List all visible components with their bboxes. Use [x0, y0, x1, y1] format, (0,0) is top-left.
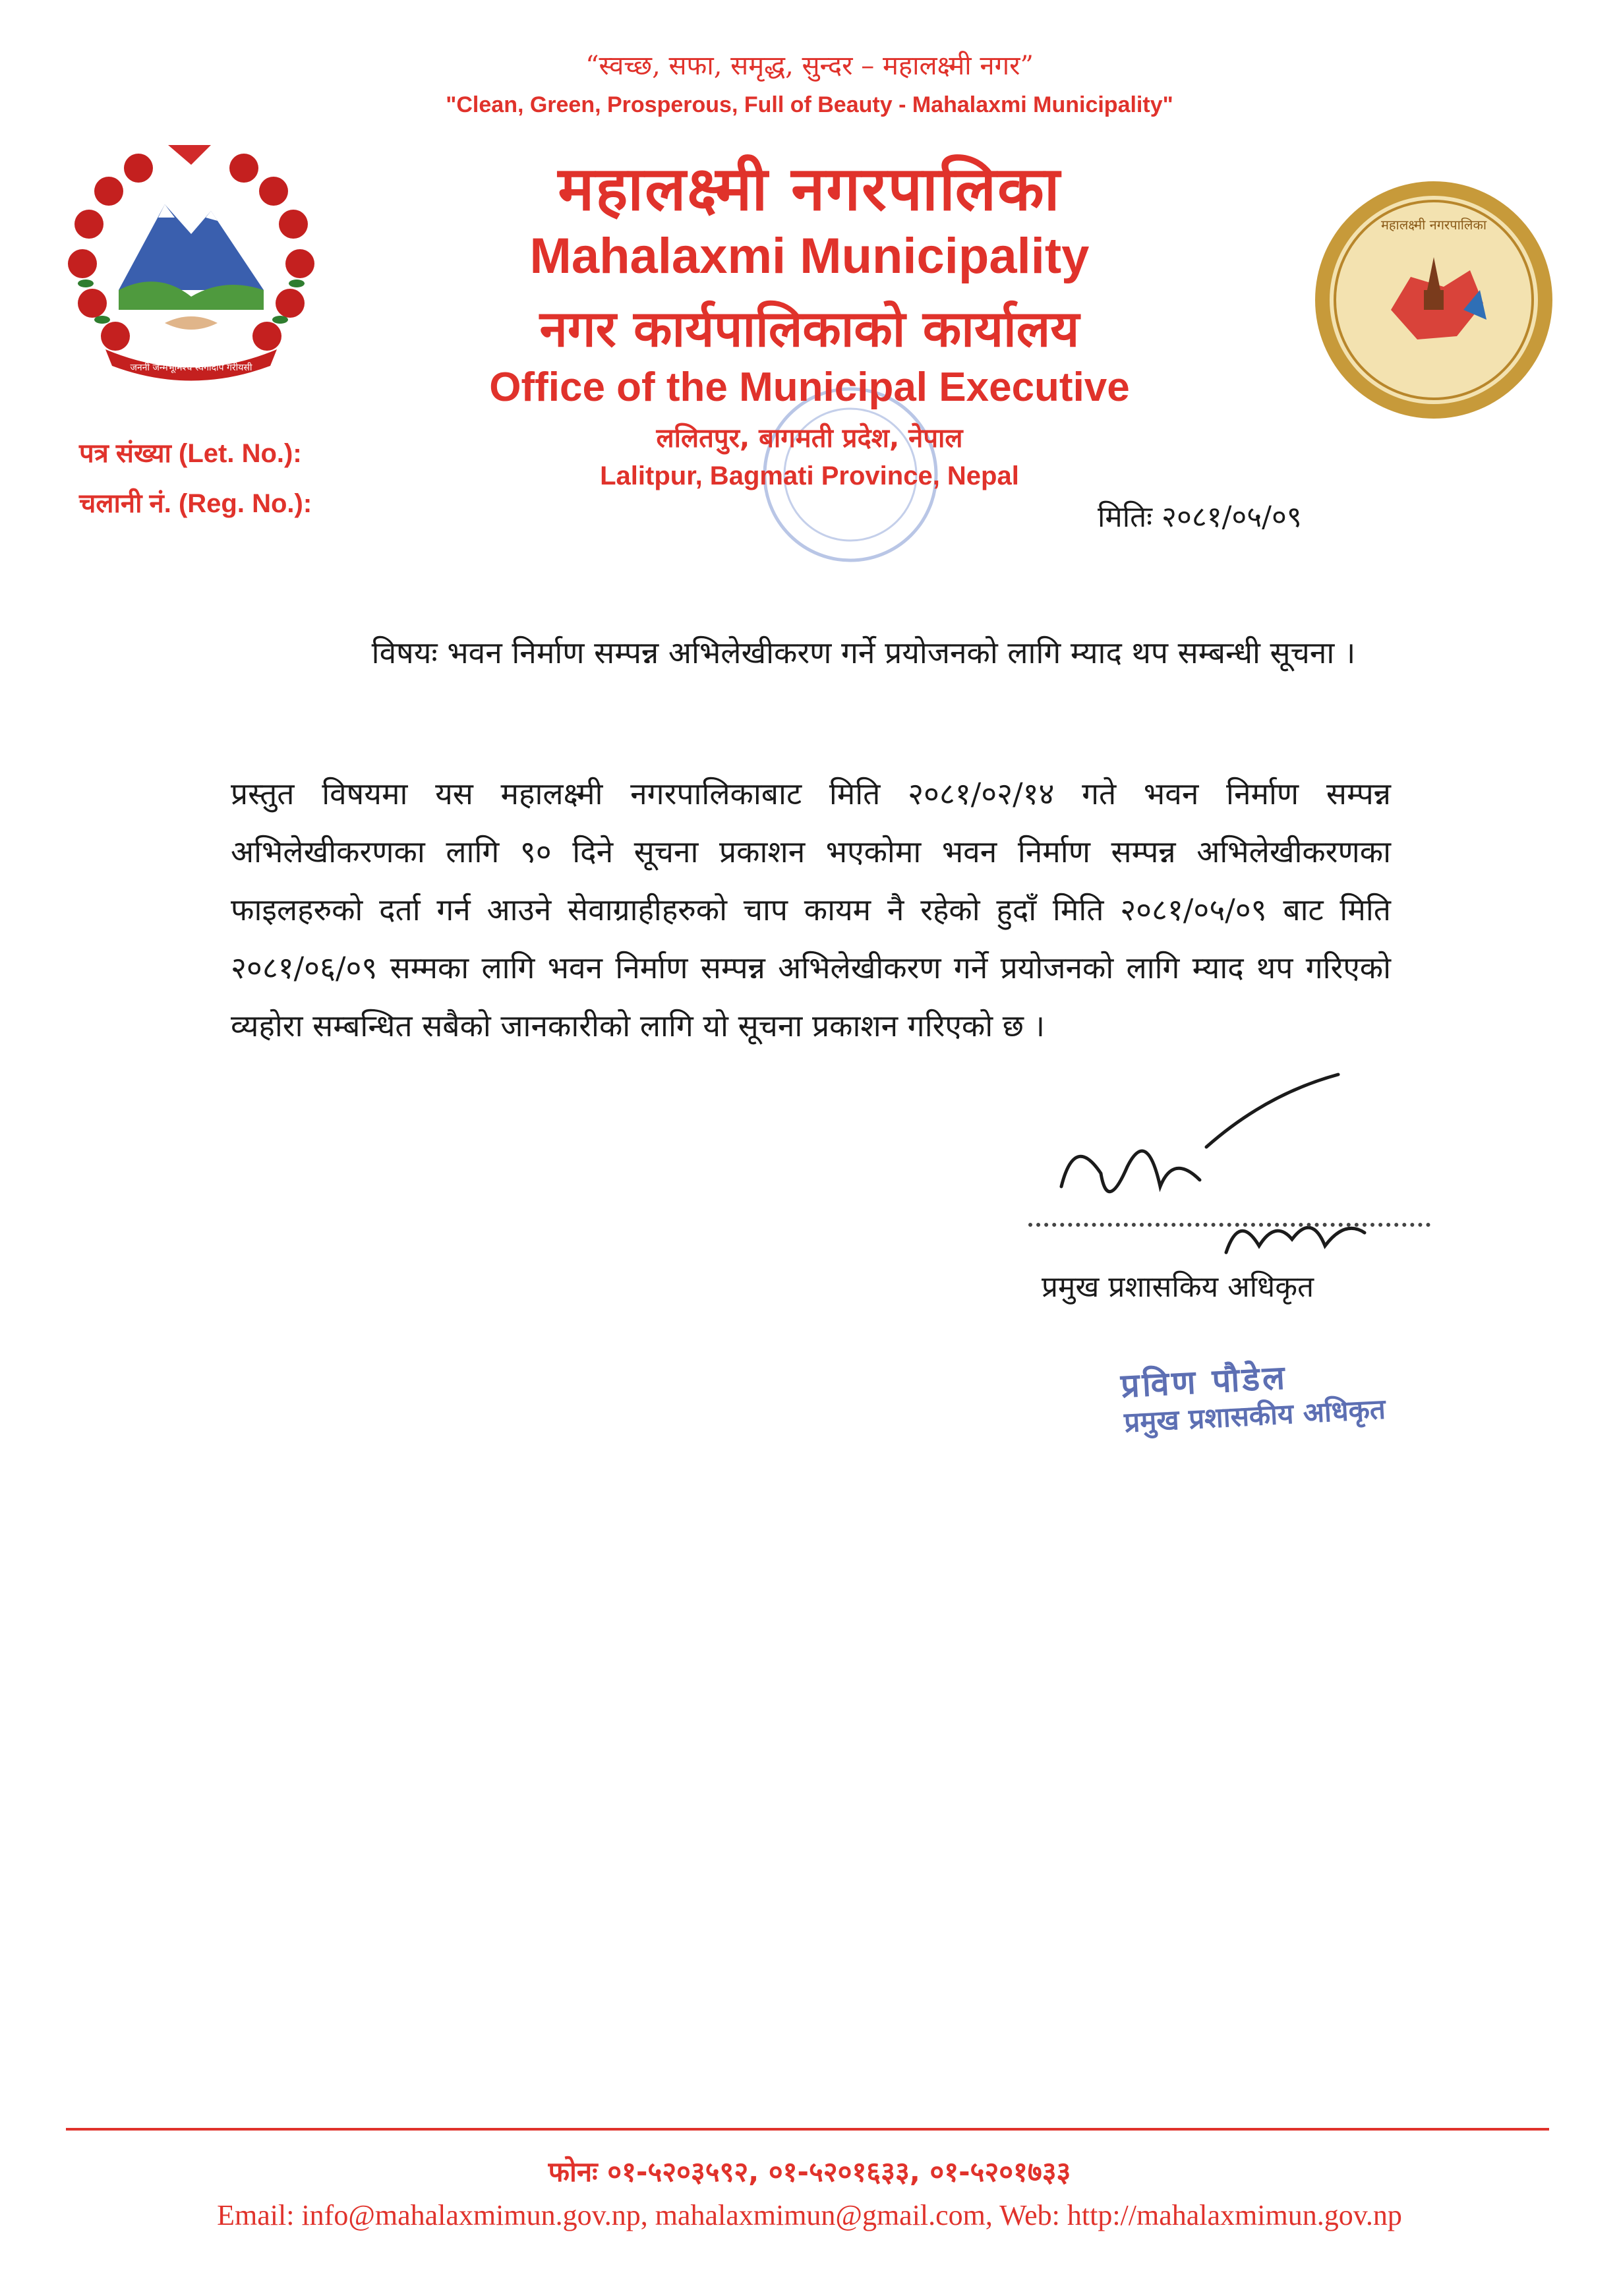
footer-divider [66, 2128, 1549, 2131]
address-english: Lalitpur, Bagmati Province, Nepal [600, 461, 1019, 490]
municipality-name-nepali: महालक्ष्मी नगरपालिका [558, 154, 1061, 224]
municipality-name-english: Mahalaxmi Municipality [529, 228, 1090, 284]
signatory-title: प्रमुख प्रशासकिय अधिकृत [1042, 1270, 1314, 1304]
signature-line [1028, 1223, 1430, 1227]
handwritten-signature-icon [1048, 1055, 1417, 1272]
notice-body: प्रस्तुत विषयमा यस महालक्ष्मी नगरपालिकाबाट मिति २०८१/०२/१४ गते भवन निर्माण सम्पन्न अभिलेखीकरणका लागि ९० दिने सूचना प्रकाशन भएकोमा भवन निर्माण सम्पन्न अभिलेखीकरणका फाइलहरुको दर्ता गर्न आउने सेवाग्राहीहरुको चाप कायम नै रहेको हुदाँ मिति २०८१/०५/०९ बाट मिति २०८१/०६/०९ सम्मका लागि भवन निर्माण सम्पन्न अभिलेखीकरण गर्ने प्रयोजनको लागि म्याद थप गरिएको व्यहोरा सम्बन्धित सबैको जानकारीको लागि यो सूचना प्रकाशन गरिएको छ । [231, 776, 1391, 1044]
slogan-nepali: “स्वच्छ, सफा, समृद्ध, सुन्दर – महालक्ष्मी नगर” [585, 51, 1034, 81]
slogan-english: "Clean, Green, Prosperous, Full of Beauty - Mahalaxmi Municipality" [446, 92, 1173, 117]
registration-number-label: चलानी नं. (Reg. No.): [79, 489, 312, 518]
stamp-name: प्रविण पौडेल [1119, 1358, 1289, 1405]
svg-text:जननी जन्मभूमिश्च स्वर्गादपि गर: जननी जन्मभूमिश्च स्वर्गादपि गरीयसी [130, 363, 252, 373]
letter-number-label: पत्र संख्या (Let. No.): [79, 439, 302, 468]
svg-text:महालक्ष्मी नगरपालिका: महालक्ष्मी नगरपालिका [1380, 217, 1487, 233]
office-name-nepali: नगर कार्यपालिकाको कार्यालय [539, 299, 1080, 358]
footer-contact: Email: info@mahalaxmimun.gov.np, mahalaxmimun@gmail.com, Web: http://mahalaxmimun.gov.np [217, 2199, 1402, 2231]
subject-line: विषयः भवन निर्माण सम्पन्न अभिलेखीकरण गर्ने प्रयोजनको लागि म्याद थप सम्बन्धी सूचना । [371, 635, 1356, 670]
footer-phone: फोनः ०१-५२०३५९२, ०१-५२०१६३३, ०१-५२०१७३३ [548, 2156, 1071, 2188]
office-name-english: Office of the Municipal Executive [489, 365, 1130, 410]
address-nepali: ललितपुर, बागमती प्रदेश, नेपाल [656, 423, 963, 454]
stamp-title: प्रमुख प्रशासकीय अधिकृत [1123, 1392, 1386, 1439]
document-date: मितिः २०८१/०५/०९ [1098, 500, 1302, 534]
